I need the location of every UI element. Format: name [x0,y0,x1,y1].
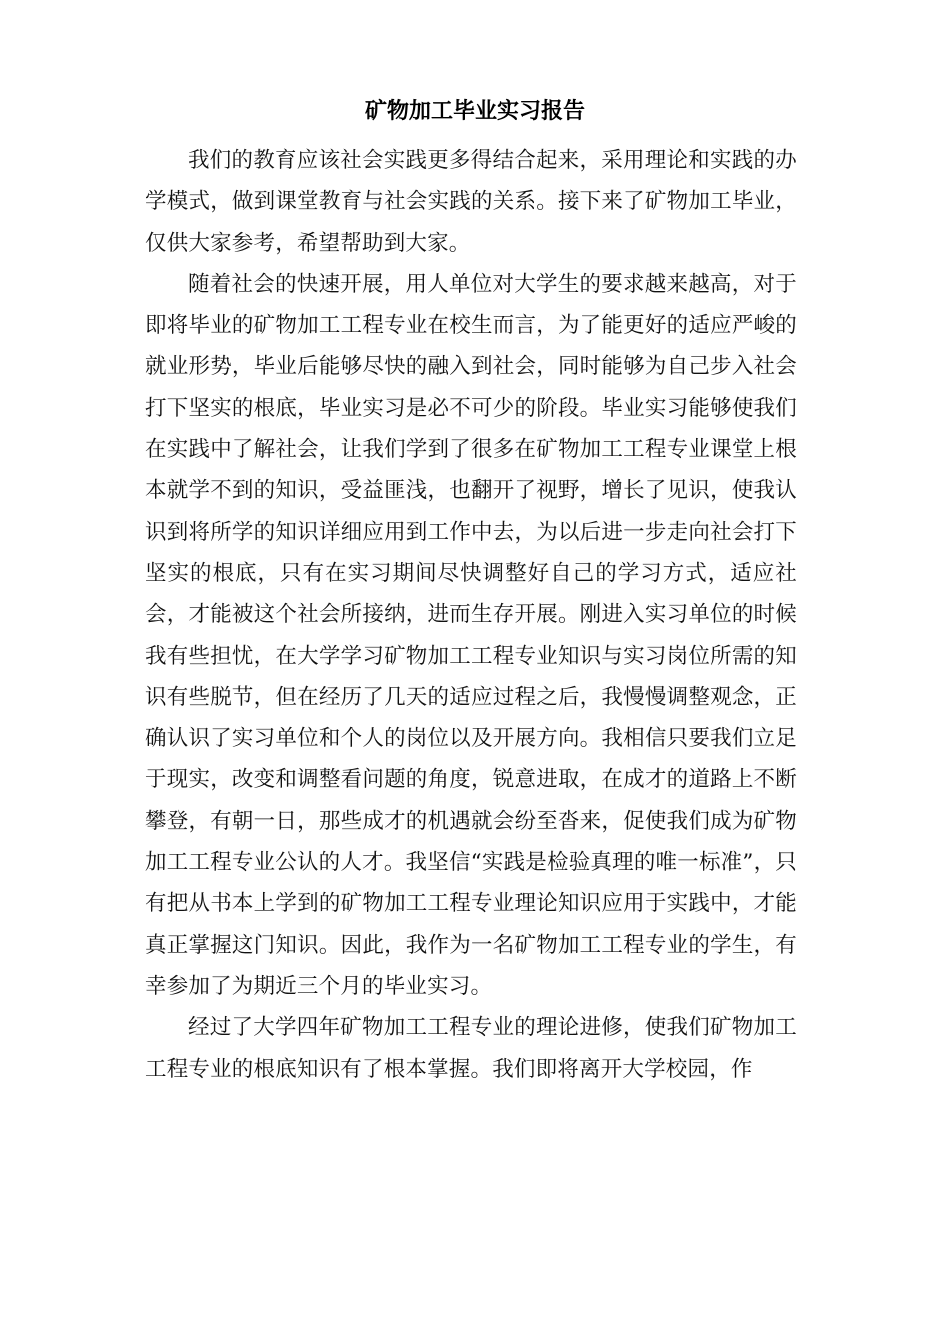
document-title: 矿物加工毕业实习报告 [364,98,585,124]
paragraph-main: 随着社会的快速开展，用人单位对大学生的要求越来越高，对于即将毕业的矿物加工工程专业在校生而言，为了能更好的适应严峻的就业形势，毕业后能够尽快的融入到社会，同时能够为自己步入社会打下坚实的根底，毕业实习是必不可少的阶段。毕业实习能够使我们在实践中了解社会，让我们学到了很多在矿物加工工程专业课堂上根本就学不到的知识，受益匪浅，也翻开了视野，增长了见识，使我认识到将所学的知识详细应用到工作中去，为以后进一步走向社会打下坚实的根底，只有在实习期间尽快调整好自己的学习方式，适应社会，才能被这个社会所接纳，进而生存开展。刚进入实习单位的时候我有些担忧，在大学学习矿物加工工程专业知识与实习岗位所需的知识有些脱节，但在经历了几天的适应过程之后，我慢慢调整观念，正确认识了实习单位和个人的岗位以及开展方向。我相信只要我们立足于现实，改变和调整看问题的角度，锐意进取，在成才的道路上不断攀登，有朝一日，那些成才的机遇就会纷至沓来，促使我们成为矿物加工工程专业公认的人才。我坚信“实践是检验真理的唯一标准”，只有把从书本上学到的矿物加工工程专业理论知识应用于实践中，才能真正掌握这门知识。因此，我作为一名矿物加工工程专业的学生，有幸参加了为期近三个月的毕业实习。 [145,271,797,999]
document-body [145,140,797,1090]
paragraph-continued: 经过了大学四年矿物加工工程专业的理论进修，使我们矿物加工工程专业的根底知识有了根本掌握。我们即将离开大学校园，作 [145,1015,797,1082]
paragraph-intro: 我们的教育应该社会实践更多得结合起来，采用理论和实践的办学模式，做到课堂教育与社会实践的关系。接下来了矿物加工毕业，仅供大家参考，希望帮助到大家。 [145,148,797,256]
